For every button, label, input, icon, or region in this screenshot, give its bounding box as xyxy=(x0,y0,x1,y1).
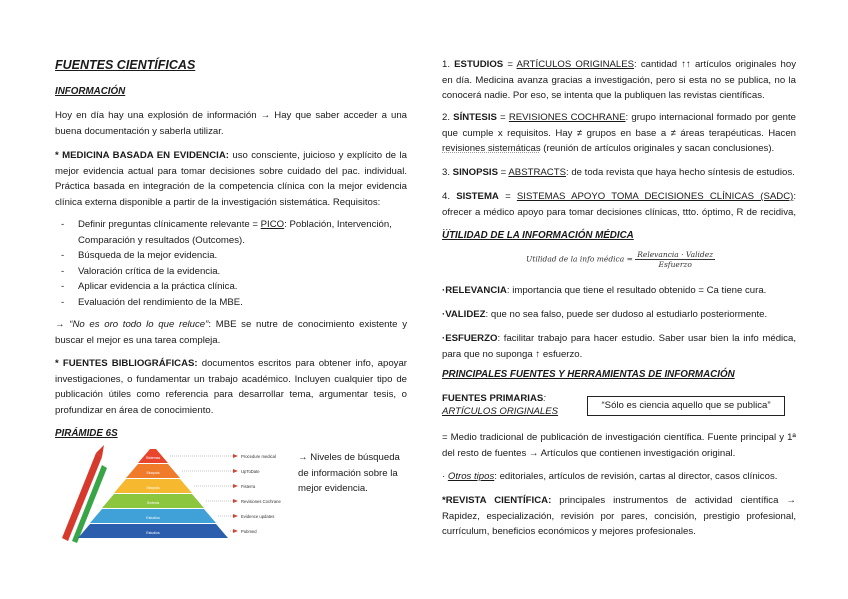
pyramid-level-label: Sinopsis xyxy=(146,486,160,490)
fb-label: * FUENTES BIBLIOGRÁFICAS: xyxy=(55,358,198,369)
revisiones-cochrane-term: REVISIONES COCHRANE xyxy=(508,112,626,123)
utilidad-formula: Utilidad de la info médica = $\frac{\text{Relevancia · Validez}}{\text{Esfuerzo}}$ xyxy=(526,250,714,269)
intro-paragraph: Hoy en día hay una explosión de información → Hay que saber acceder a una buena documentación y saberla utilizar. xyxy=(55,110,407,137)
revisiones-sistematicas-term: revisiones sistemáticas xyxy=(442,143,541,154)
sintesis-paragraph: 2. SÍNTESIS = REVISIONES COCHRANE: grupo internacional formado por gente que cumple x requisitos. Hay ≠ grupos en base a ≠ áreas terapéuticas. Hacen revisiones sistemáticas (reunión de artículos originales y sacan conclusiones). xyxy=(442,112,797,154)
utilidad-heading: UTILIDAD DE LA INFORMACIÓN MÉDICA xyxy=(442,230,634,241)
sistema-paragraph: 4. SISTEMA = SISTEMAS APOYO TOMA DECISIONES CLÍNICAS (SADC): ofrecer a médico apoyo para tomar decisiones clínicas, ttto. óptimo, R de recidiva, … xyxy=(442,191,796,233)
requisitos-list xyxy=(55,217,407,310)
pyramid-6s-diagram xyxy=(58,443,290,547)
pyramid-level-label: Sinopsis xyxy=(146,471,160,475)
relevancia-paragraph: ·RELEVANCIA: importancia que tiene el resultado obtenido = Ca tiene cura. xyxy=(442,285,767,296)
revista-cientifica-paragraph: *REVISTA CIENTÍFICA: principales instrumentos de actividad científica → Rapidez, especialización, revisión por pares, concisión, prestigio profesional, currículum, beneficios económicos y mejores profesionales. xyxy=(442,495,796,537)
principales-heading: PRINCIPALES FUENTES Y HERRAMIENTAS DE INFORMACIÓN xyxy=(442,369,735,380)
pyramid-resource-label: Procedure medical xyxy=(241,454,276,459)
estudios-paragraph: 1. ESTUDIOS = ARTÍCULOS ORIGINALES: cantidad ↑↑ artículos originales hoy en día. Medicina avanza gracias a investigación, pero si esta no se publica, no la conocerá nadie. Por eso, se intenta que la publiquen las revistas científicas. xyxy=(442,59,797,101)
validez-paragraph: ·VALIDEZ: que no sea falso, puede ser dudoso al estudiarlo posteriormente. xyxy=(442,309,768,320)
sadc-term: SISTEMAS APOYO TOMA DECISIONES CLÍNICAS (SADC) xyxy=(516,191,794,202)
pyramid-resource-label: Fisterra xyxy=(241,484,256,489)
pyramid-level-label: Sistemas xyxy=(145,456,161,460)
pyramid-resource-label: Pubmed xyxy=(241,529,257,534)
abstracts-term: ABSTRACTS xyxy=(508,167,566,178)
informacion-heading: INFORMACIÓN xyxy=(55,86,126,97)
mbe-paragraph: * MEDICINA BASADA EN EVIDENCIA: uso consciente, juicioso y explícito de la mejor evidencia actual para tomar decisiones sobre cuidado del pac. individual. Práctica basada en integración de la competencia clínica con la mejor evidencia clínica externa disponible a partir de la investigación sistemática. Requisitos: xyxy=(55,150,408,208)
pico-term: PICO xyxy=(260,219,285,230)
list-item: - Aplicar evidencia a la práctica clínica. xyxy=(55,279,407,295)
piramide-note: → Niveles de búsqueda de información sobre la mejor evidencia. xyxy=(298,452,400,494)
list-item: - Definir preguntas clínicamente relevante = PICO: Población, Intervención, Comparación y resultados (Outcomes). xyxy=(55,217,407,248)
pyramid-level-label: Estudios xyxy=(146,531,160,535)
mbe-label: * MEDICINA BASADA EN EVIDENCIA: xyxy=(55,150,229,161)
articulos-originales-subheading: ARTÍCULOS ORIGINALES xyxy=(442,406,559,417)
articulos-originales-term: ARTÍCULOS ORIGINALES xyxy=(516,59,635,70)
fuentes-bibliograficas-paragraph: * FUENTES BIBLIOGRÁFICAS: documentos escritos para obtener info, apoyar investigaciones, o fundamentar un trabajo académico. Incluyen cualquier tipo de publicación útiles como referencia para desarrollar tema, argumentar tesis, o profundizar en área de conocimiento. xyxy=(55,358,407,416)
fuentes-primarias-paragraph: = Medio tradicional de publicación de investigación científica. Fuente principal y 1ª del resto de fuentes → Artículos que contienen investigación original. xyxy=(442,432,796,459)
list-item: - Evaluación del rendimiento de la MBE. xyxy=(55,295,407,311)
pyramid-resource-label: UpToDate xyxy=(241,469,260,474)
quote-paragraph: → “No es oro todo lo que reluce”: MBE se nutre de conocimiento existente y buscar el mejor es una tarea compleja. xyxy=(55,319,407,346)
pyramid-level-label: Síntesis xyxy=(146,501,160,505)
quote-box: “Sólo es ciencia aquello que se publica” xyxy=(587,396,785,416)
page-title: FUENTES CIENTÍFICAS xyxy=(55,58,196,72)
pyramid-resource-label: Evidence updates xyxy=(241,514,275,519)
otros-tipos-term: Otros tipos xyxy=(447,471,495,482)
list-item: - Valoración crítica de la evidencia. xyxy=(55,264,407,280)
sinopsis-paragraph: 3. SINOPSIS = ABSTRACTS: de toda revista que haya hecho síntesis de estudios. xyxy=(442,167,795,178)
list-item: - Búsqueda de la mejor evidencia. xyxy=(55,248,407,264)
pyramid-resource-label: Revisiones Cochrane xyxy=(241,499,281,504)
quote-text: “No es oro todo lo que reluce” xyxy=(69,319,209,330)
fuentes-primarias-label: FUENTES PRIMARIAS: ARTÍCULOS ORIGINALES xyxy=(442,393,559,417)
piramide-heading: PIRÁMIDE 6S xyxy=(55,428,118,439)
pyramid-level-label: Estudios xyxy=(146,516,160,520)
otros-tipos-paragraph: · Otros tipos: editoriales, artículos de revisión, cartas al director, casos clínicos. xyxy=(442,471,778,482)
esfuerzo-paragraph: ·ESFUERZO: facilitar trabajo para hacer estudio. Saber usar bien la info médica, para que no suponga ↑ esfuerzo. xyxy=(442,333,796,360)
